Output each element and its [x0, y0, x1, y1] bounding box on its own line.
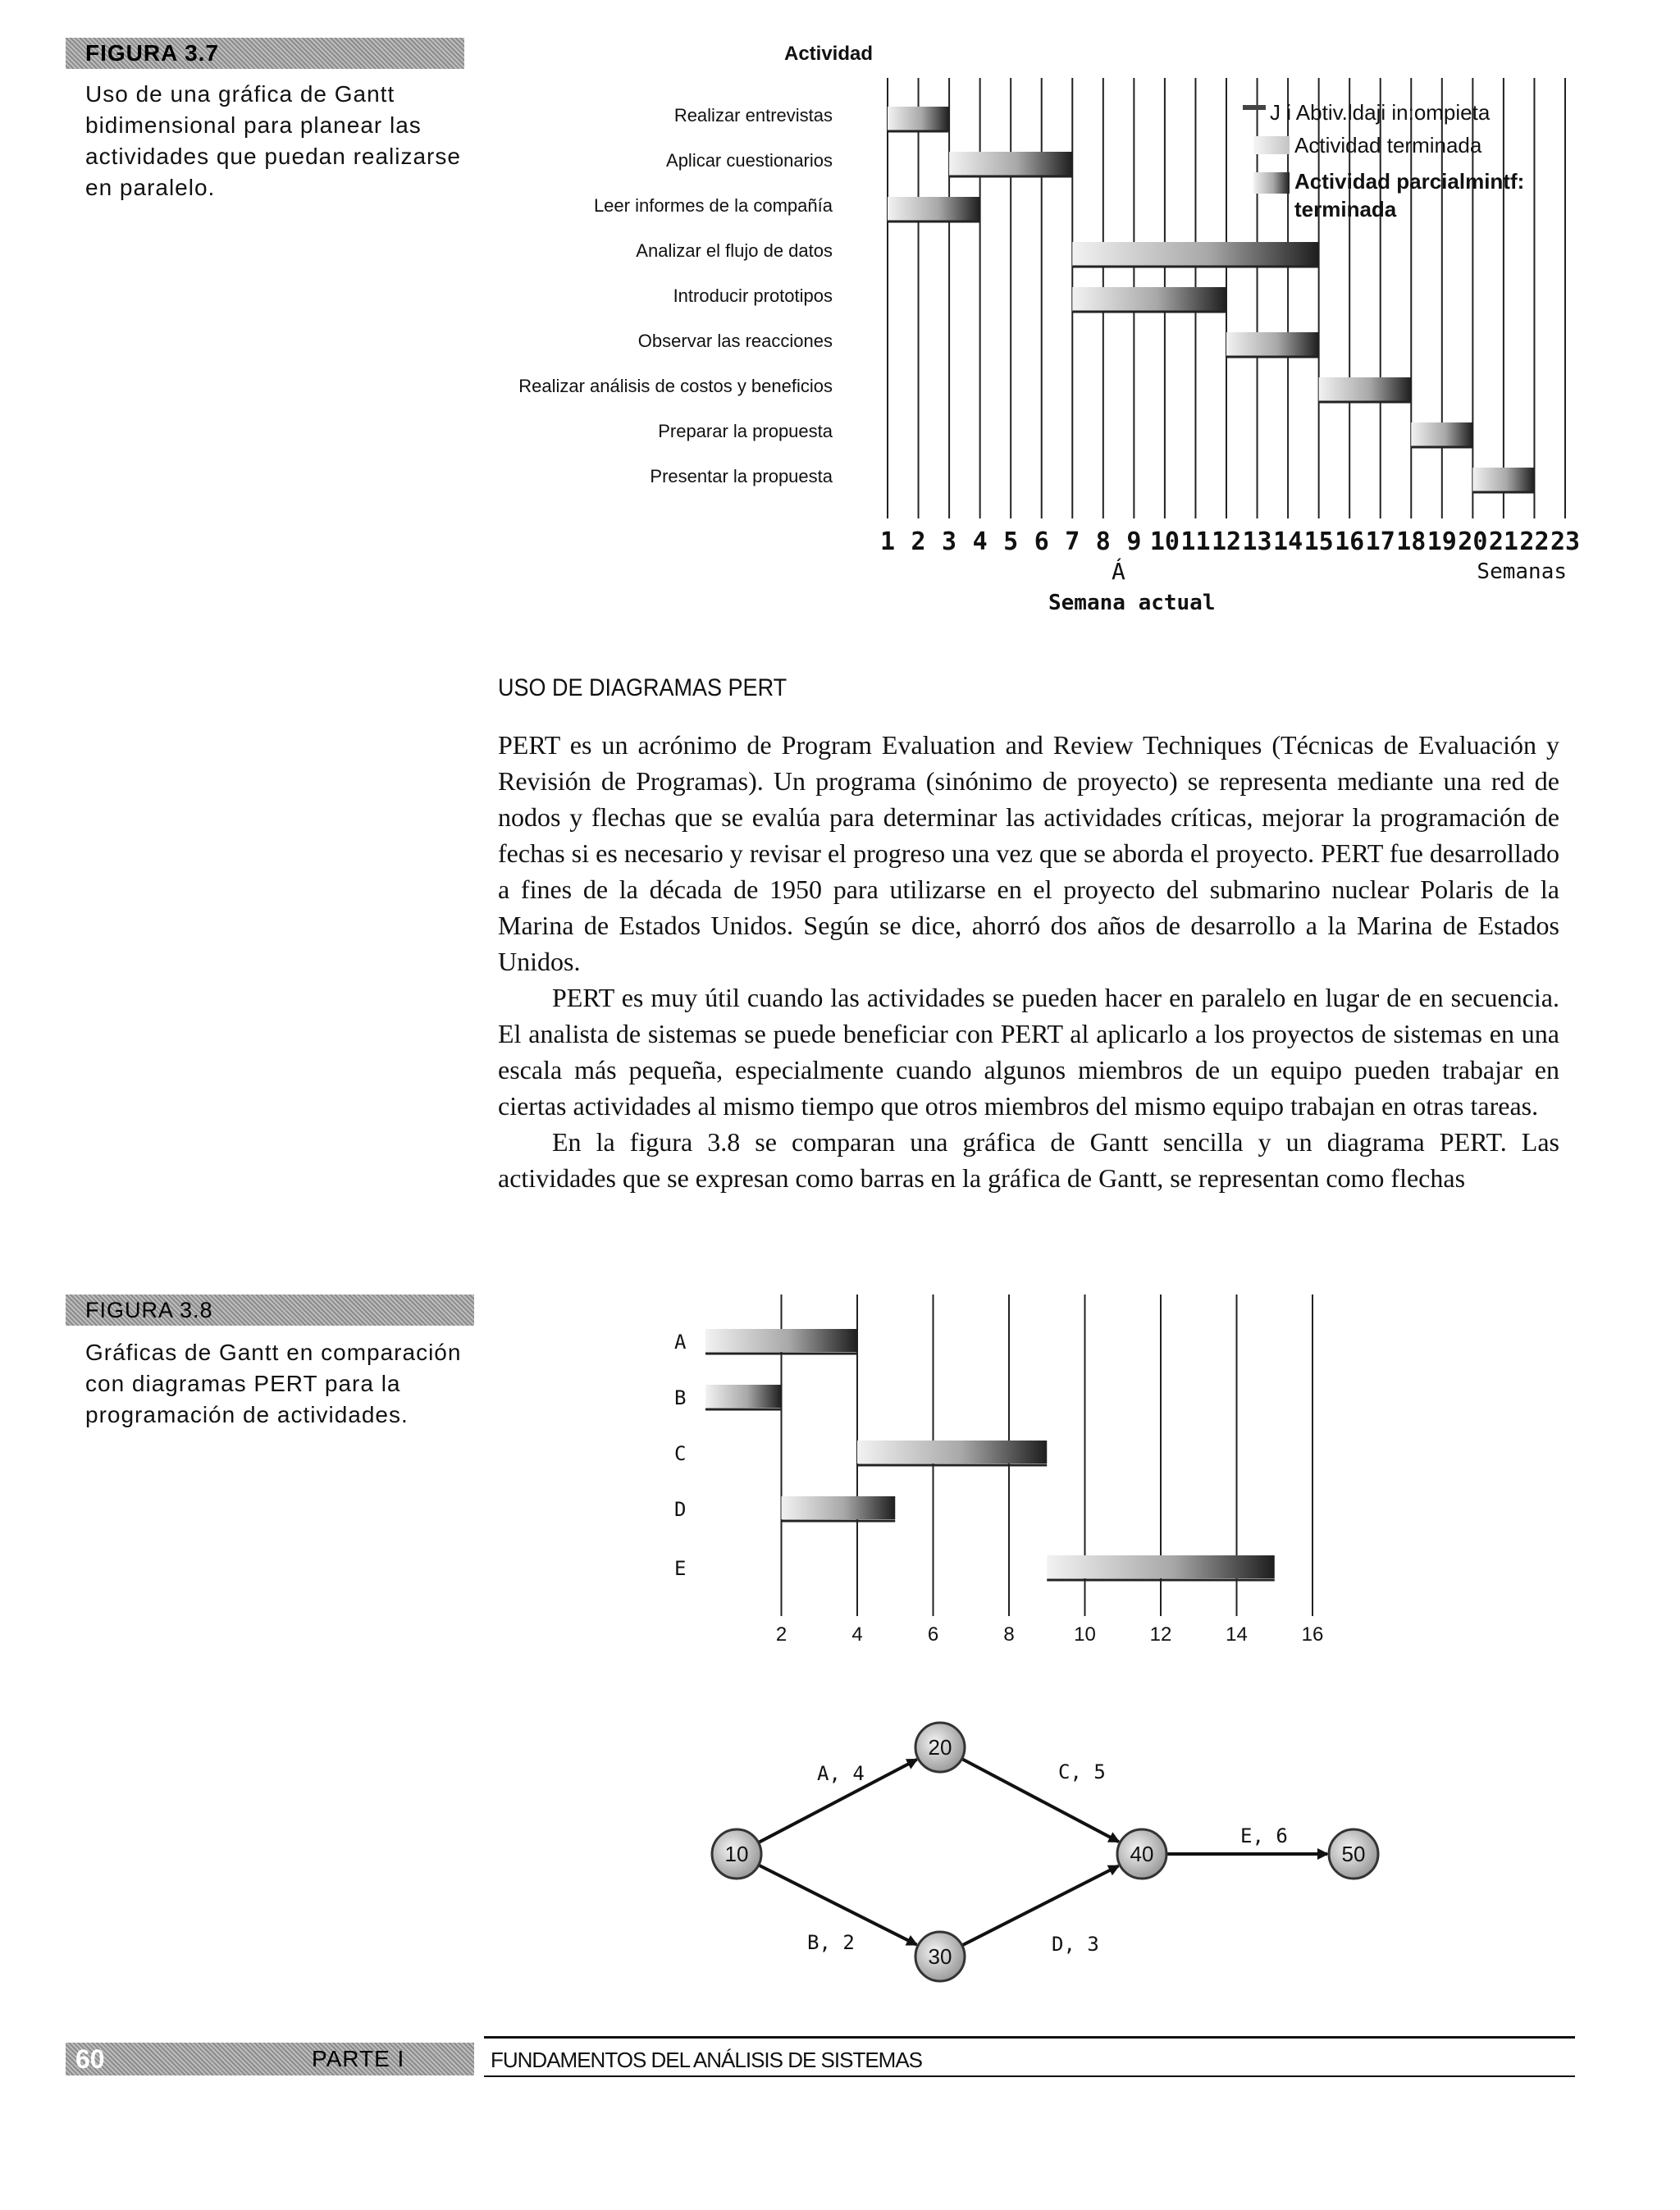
- activity-bar: [1319, 377, 1412, 402]
- activity-bar: [782, 1496, 896, 1519]
- x-tick-label: 8: [1095, 527, 1111, 556]
- x-tick-label: 6: [927, 1623, 939, 1646]
- x-tick-label: 17: [1365, 527, 1395, 556]
- x-tick-label: 23: [1550, 527, 1581, 556]
- activity-label: Analizar el flujo de datos: [636, 240, 833, 261]
- pert-node-label: 30: [928, 1944, 952, 1969]
- x-tick-label: 2: [775, 1623, 788, 1646]
- figure-3-8-tag: FIGURA 3.8: [66, 1294, 474, 1326]
- activity-bar: [1072, 287, 1226, 312]
- gantt-chart-3-7: [0, 0, 1680, 640]
- figure-3-7-tag: FIGURA 3.7: [66, 38, 464, 69]
- x-tick-label: 4: [972, 527, 988, 556]
- figure-3-8-caption: Gráficas de Gantt en comparación con diagramas PERT para la programación de actividades.: [85, 1340, 462, 1427]
- x-tick-label: 8: [1003, 1623, 1015, 1646]
- x-tick-label: 10: [1149, 527, 1180, 556]
- row-label: E: [674, 1557, 687, 1580]
- x-tick-label: 7: [1065, 527, 1080, 556]
- row-label: A: [674, 1331, 687, 1354]
- legend-partial-label: Actividad parcialmintf:: [1294, 169, 1525, 194]
- x-tick-label: 2: [911, 527, 926, 556]
- activity-bar: [1411, 422, 1472, 447]
- x-tick-label: 14: [1226, 1623, 1248, 1646]
- week-axis-label: Semanas: [1477, 559, 1567, 584]
- activity-bar: [888, 197, 980, 221]
- legend-complete-swatch: [1253, 136, 1290, 154]
- section-body: [498, 727, 1559, 1196]
- x-tick-label: 9: [1126, 527, 1142, 556]
- paragraph-3: En la figura 3.8 se comparan una gráfica de Gantt sencilla y un diagrama PERT. Las actividades que se expresan como barras en la gráfica de Gantt, se representan como flechas: [498, 1127, 1559, 1193]
- legend-incomplete-label: J i Abtiv.ldaji in:ompieta: [1270, 100, 1491, 125]
- activity-label: Introducir prototipos: [673, 285, 833, 306]
- pert-arrow-label: D, 3: [1052, 1933, 1099, 1956]
- x-tick-label: 11: [1180, 527, 1211, 556]
- x-tick-label: 10: [1074, 1623, 1096, 1646]
- activity-bar: [1072, 242, 1318, 267]
- current-week-marker: Á: [1112, 558, 1125, 585]
- pert-node-label: 50: [1341, 1842, 1366, 1866]
- activity-label: Preparar la propuesta: [658, 421, 833, 441]
- footer-title: FUNDAMENTOS DEL ANÁLISIS DE SISTEMAS: [491, 2048, 923, 2072]
- activity-bar: [949, 152, 1072, 176]
- page-number: 60: [75, 2044, 105, 2074]
- x-tick-label: 18: [1396, 527, 1427, 556]
- row-label: B: [674, 1386, 687, 1409]
- x-tick-label: 16: [1335, 527, 1365, 556]
- x-tick-label: 13: [1242, 527, 1272, 556]
- gantt-header: Actividad: [783, 43, 874, 65]
- activity-bar: [1226, 332, 1319, 357]
- section-heading: USO DE DIAGRAMAS PERT: [498, 674, 788, 701]
- x-tick-label: 1: [879, 527, 896, 556]
- activity-bar: [1047, 1555, 1275, 1578]
- pert-diagram: [0, 1690, 1680, 2002]
- paragraph-2: PERT es muy útil cuando las actividades se pueden hacer en paralelo en lugar de en secuencia. El analista de sistemas se puede beneficiar con PERT al aplicarlo a los proyectos de sistemas en una escala más pequeña, especialmente cuando algunos miembros de un equipo pueden trabajar en ciertas actividades al mismo tiempo que otros miembros del mismo equipo trabajan en otras tareas.: [498, 983, 1559, 1121]
- gantt-chart-3-8: [0, 1280, 1680, 1657]
- row-label: D: [674, 1498, 687, 1521]
- x-tick-label: 14: [1273, 527, 1303, 556]
- pert-arrow-label: B, 2: [807, 1931, 855, 1954]
- legend-incomplete-swatch: [1243, 105, 1266, 110]
- x-tick-label: 22: [1519, 527, 1550, 556]
- legend-partial-label-2: terminada: [1294, 197, 1397, 221]
- activity-label: Realizar análisis de costos y beneficios: [518, 376, 833, 396]
- activity-label: Aplicar cuestionarios: [666, 150, 833, 171]
- x-tick-label: 4: [851, 1623, 863, 1646]
- pert-arrow-label: C, 5: [1058, 1760, 1106, 1783]
- activity-label: Observar las reacciones: [637, 331, 833, 351]
- activity-label: Leer informes de la compañía: [593, 195, 833, 216]
- legend-partial-swatch: [1253, 172, 1290, 194]
- current-week-label: Semana actual: [1048, 591, 1216, 615]
- pert-arrow-label: E, 6: [1240, 1824, 1288, 1847]
- footer-rule-top: [484, 2036, 1575, 2039]
- activity-bar: [888, 107, 949, 131]
- activity-label: Realizar entrevistas: [673, 105, 833, 126]
- pert-node-label: 20: [928, 1735, 952, 1760]
- pert-arrow-label: A, 4: [817, 1762, 865, 1785]
- x-tick-label: 12: [1211, 527, 1242, 556]
- pert-node-label: 40: [1130, 1842, 1154, 1866]
- footer-rule-bottom: [484, 2075, 1575, 2077]
- paragraph-1: PERT es un acrónimo de Program Evaluation and Review Techniques (Técnicas de Evaluación y Revisión de Programas). Un programa (sinónimo de proyecto) se representa mediante una red de nodos y flechas que se evalúa para determinar las actividades críticas, mejorar la programación de fechas si es necesario y revisar el progreso una vez que se aborda el proyecto. PERT fue desarrollado a fines de la década de 1950 para utilizarse en el proyecto del submarino nuclear Polaris de la Marina de Estados Unidos. Según se dice, ahorró dos años de desarrollo a la Marina de Estados Unidos.: [498, 730, 1559, 976]
- figure-3-7-caption: Uso de una gráfica de Gantt bidimensional para planear las actividades que puedan realizarse en paralelo.: [85, 81, 461, 200]
- x-tick-label: 3: [942, 527, 957, 556]
- x-tick-label: 12: [1149, 1623, 1172, 1646]
- legend-complete-label: Actividad terminada: [1294, 133, 1482, 158]
- part-label: PARTE I: [312, 2046, 405, 2071]
- x-tick-label: 16: [1301, 1623, 1324, 1646]
- pert-node-label: 10: [724, 1842, 749, 1866]
- x-tick-label: 6: [1034, 527, 1049, 556]
- activity-bar: [1472, 468, 1534, 492]
- activity-label: Presentar la propuesta: [650, 466, 833, 486]
- activity-bar: [705, 1385, 782, 1408]
- x-tick-label: 20: [1458, 527, 1488, 556]
- row-label: C: [674, 1442, 687, 1465]
- x-tick-label: 15: [1303, 527, 1334, 556]
- x-tick-label: 21: [1488, 527, 1518, 556]
- footer-page-tag: [66, 2043, 474, 2075]
- activity-bar: [705, 1329, 857, 1352]
- x-tick-label: 19: [1427, 527, 1457, 556]
- activity-bar: [857, 1441, 1047, 1463]
- x-tick-label: 5: [1003, 527, 1019, 556]
